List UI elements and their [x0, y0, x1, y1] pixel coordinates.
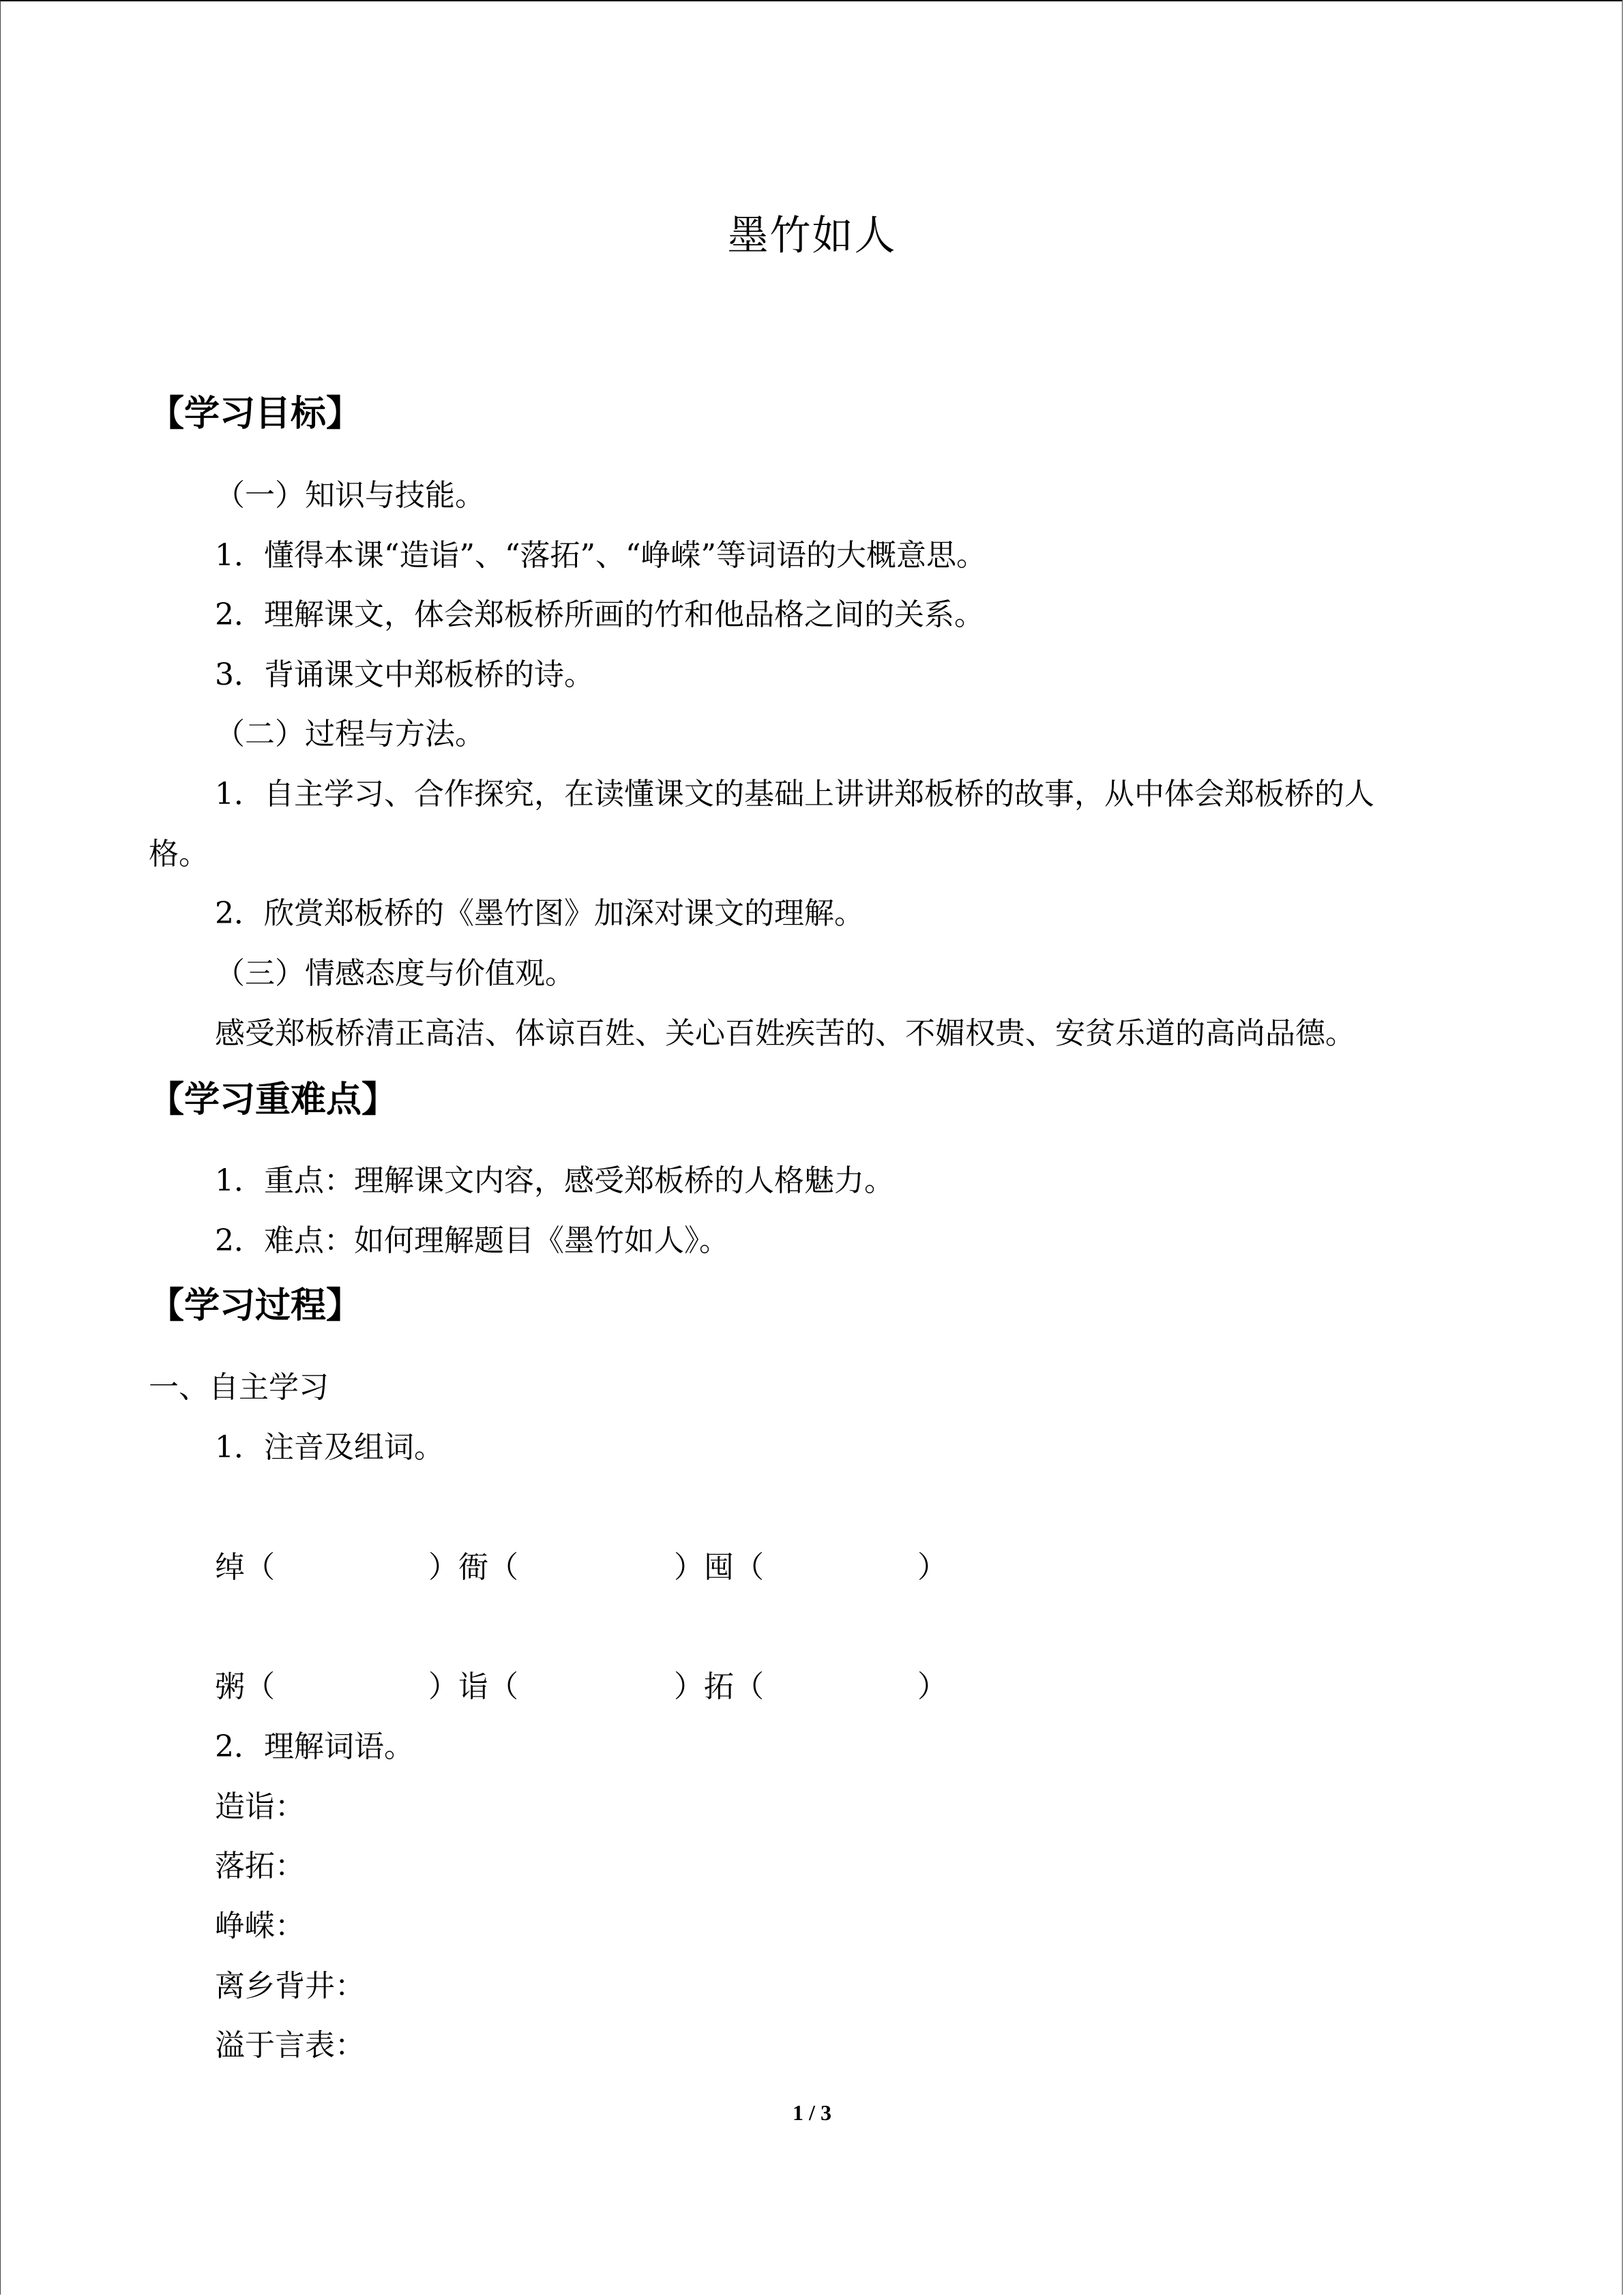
page-number: 1 / 3 — [793, 2100, 831, 2125]
fill-blank-char: 粥（ — [215, 1669, 275, 1704]
objective-line: 2．欣赏郑板桥的《墨竹图》加深对课文的理解。 — [215, 896, 864, 931]
objective-line: 1．自主学习、合作探究，在读懂课文的基础上讲讲郑板桥的故事，从中体会郑板桥的人 — [215, 777, 1374, 811]
objective-line: 1．懂得本课“造诣”、“落拓”、“峥嵘”等词语的大概意思。 — [215, 538, 986, 573]
process-item: 2．理解词语。 — [215, 1729, 414, 1764]
fill-blank-char: ） — [917, 1550, 947, 1585]
vocab-term: 峥嵘： — [215, 1909, 305, 1943]
heading-process: 【学习过程】 — [149, 1285, 362, 1326]
objective-line: （一）知识与技能。 — [215, 478, 485, 513]
objective-line: 感受郑板桥清正高洁、体谅百姓、关心百姓疾苦的、不媚权贵、安贫乐道的高尚品德。 — [215, 1016, 1355, 1051]
fill-blank-char: ）拓（ — [674, 1669, 764, 1704]
heading-objectives: 【学习目标】 — [149, 393, 362, 434]
objective-line: （三）情感态度与价值观。 — [215, 956, 575, 991]
objective-line: （二）过程与方法。 — [215, 717, 485, 751]
fill-blank-char: ）诣（ — [428, 1669, 518, 1704]
heading-keypoints: 【学习重难点】 — [149, 1079, 398, 1120]
fill-blank-char: ）囤（ — [674, 1550, 764, 1585]
objective-line: 2．理解课文，体会郑板桥所画的竹和他品格之间的关系。 — [215, 597, 984, 632]
vocab-term: 溢于言表： — [215, 2028, 365, 2063]
fill-blank-char: 绰（ — [215, 1550, 275, 1585]
keypoint-line: 2．难点：如何理解题目《墨竹如人》。 — [215, 1223, 729, 1258]
document-title: 墨竹如人 — [727, 212, 897, 260]
vocab-term: 造诣： — [215, 1789, 305, 1824]
objective-line: 3．背诵课文中郑板桥的诗。 — [215, 657, 594, 692]
fill-blank-char: ） — [917, 1669, 947, 1704]
keypoint-line: 1．重点：理解课文内容，感受郑板桥的人格魅力。 — [215, 1163, 894, 1198]
process-subheading: 一、自主学习 — [149, 1370, 329, 1405]
vocab-term: 落拓： — [215, 1849, 305, 1883]
fill-blank-char: ）衙（ — [428, 1550, 518, 1585]
objective-line: 格。 — [149, 837, 209, 871]
vocab-term: 离乡背井： — [215, 1969, 365, 2003]
process-item: 1．注音及组词。 — [215, 1430, 444, 1465]
